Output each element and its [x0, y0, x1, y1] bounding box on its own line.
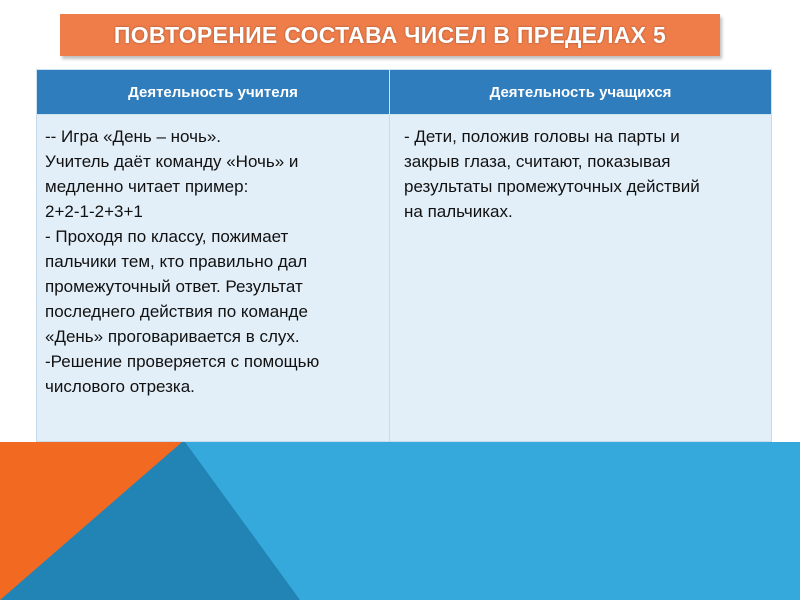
student-line: закрыв глаза, считают, показывая [404, 152, 671, 171]
student-line: - Дети, положив головы на парты и [404, 127, 680, 146]
table-row [37, 115, 772, 442]
teacher-line: 2+2-1-2+3+1 [45, 202, 143, 221]
teacher-line: промежуточный ответ. Результат [45, 277, 303, 296]
header-teacher-activity: Деятельность учителя [37, 70, 390, 115]
teacher-line: числового отрезка. [45, 377, 195, 396]
header-student-activity: Деятельность учащихся [390, 70, 772, 115]
student-activity-cell [390, 115, 772, 442]
table-header-row [37, 70, 772, 115]
teacher-line: медленно читает пример: [45, 177, 249, 196]
teacher-line: - Проходя по классу, пожимает [45, 227, 289, 246]
teacher-line: последнего действия по команде [45, 302, 308, 321]
title-banner [60, 14, 720, 56]
teacher-line: -- Игра «День – ночь». [45, 127, 222, 146]
student-line: результаты промежуточных действий [404, 177, 700, 196]
teacher-line: -Решение проверяется с помощью [45, 352, 320, 371]
activity-table [36, 69, 772, 442]
teacher-line: «День» проговаривается в слух. [45, 327, 300, 346]
teacher-activity-cell [37, 115, 390, 442]
student-line: на пальчиках. [404, 202, 513, 221]
slide-title: ПОВТОРЕНИЕ СОСТАВА ЧИСЕЛ В ПРЕДЕЛАХ 5 [113, 21, 667, 48]
teacher-line: пальчики тем, кто правильно дал [45, 252, 308, 271]
teacher-line: Учитель даёт команду «Ночь» и [45, 152, 299, 171]
